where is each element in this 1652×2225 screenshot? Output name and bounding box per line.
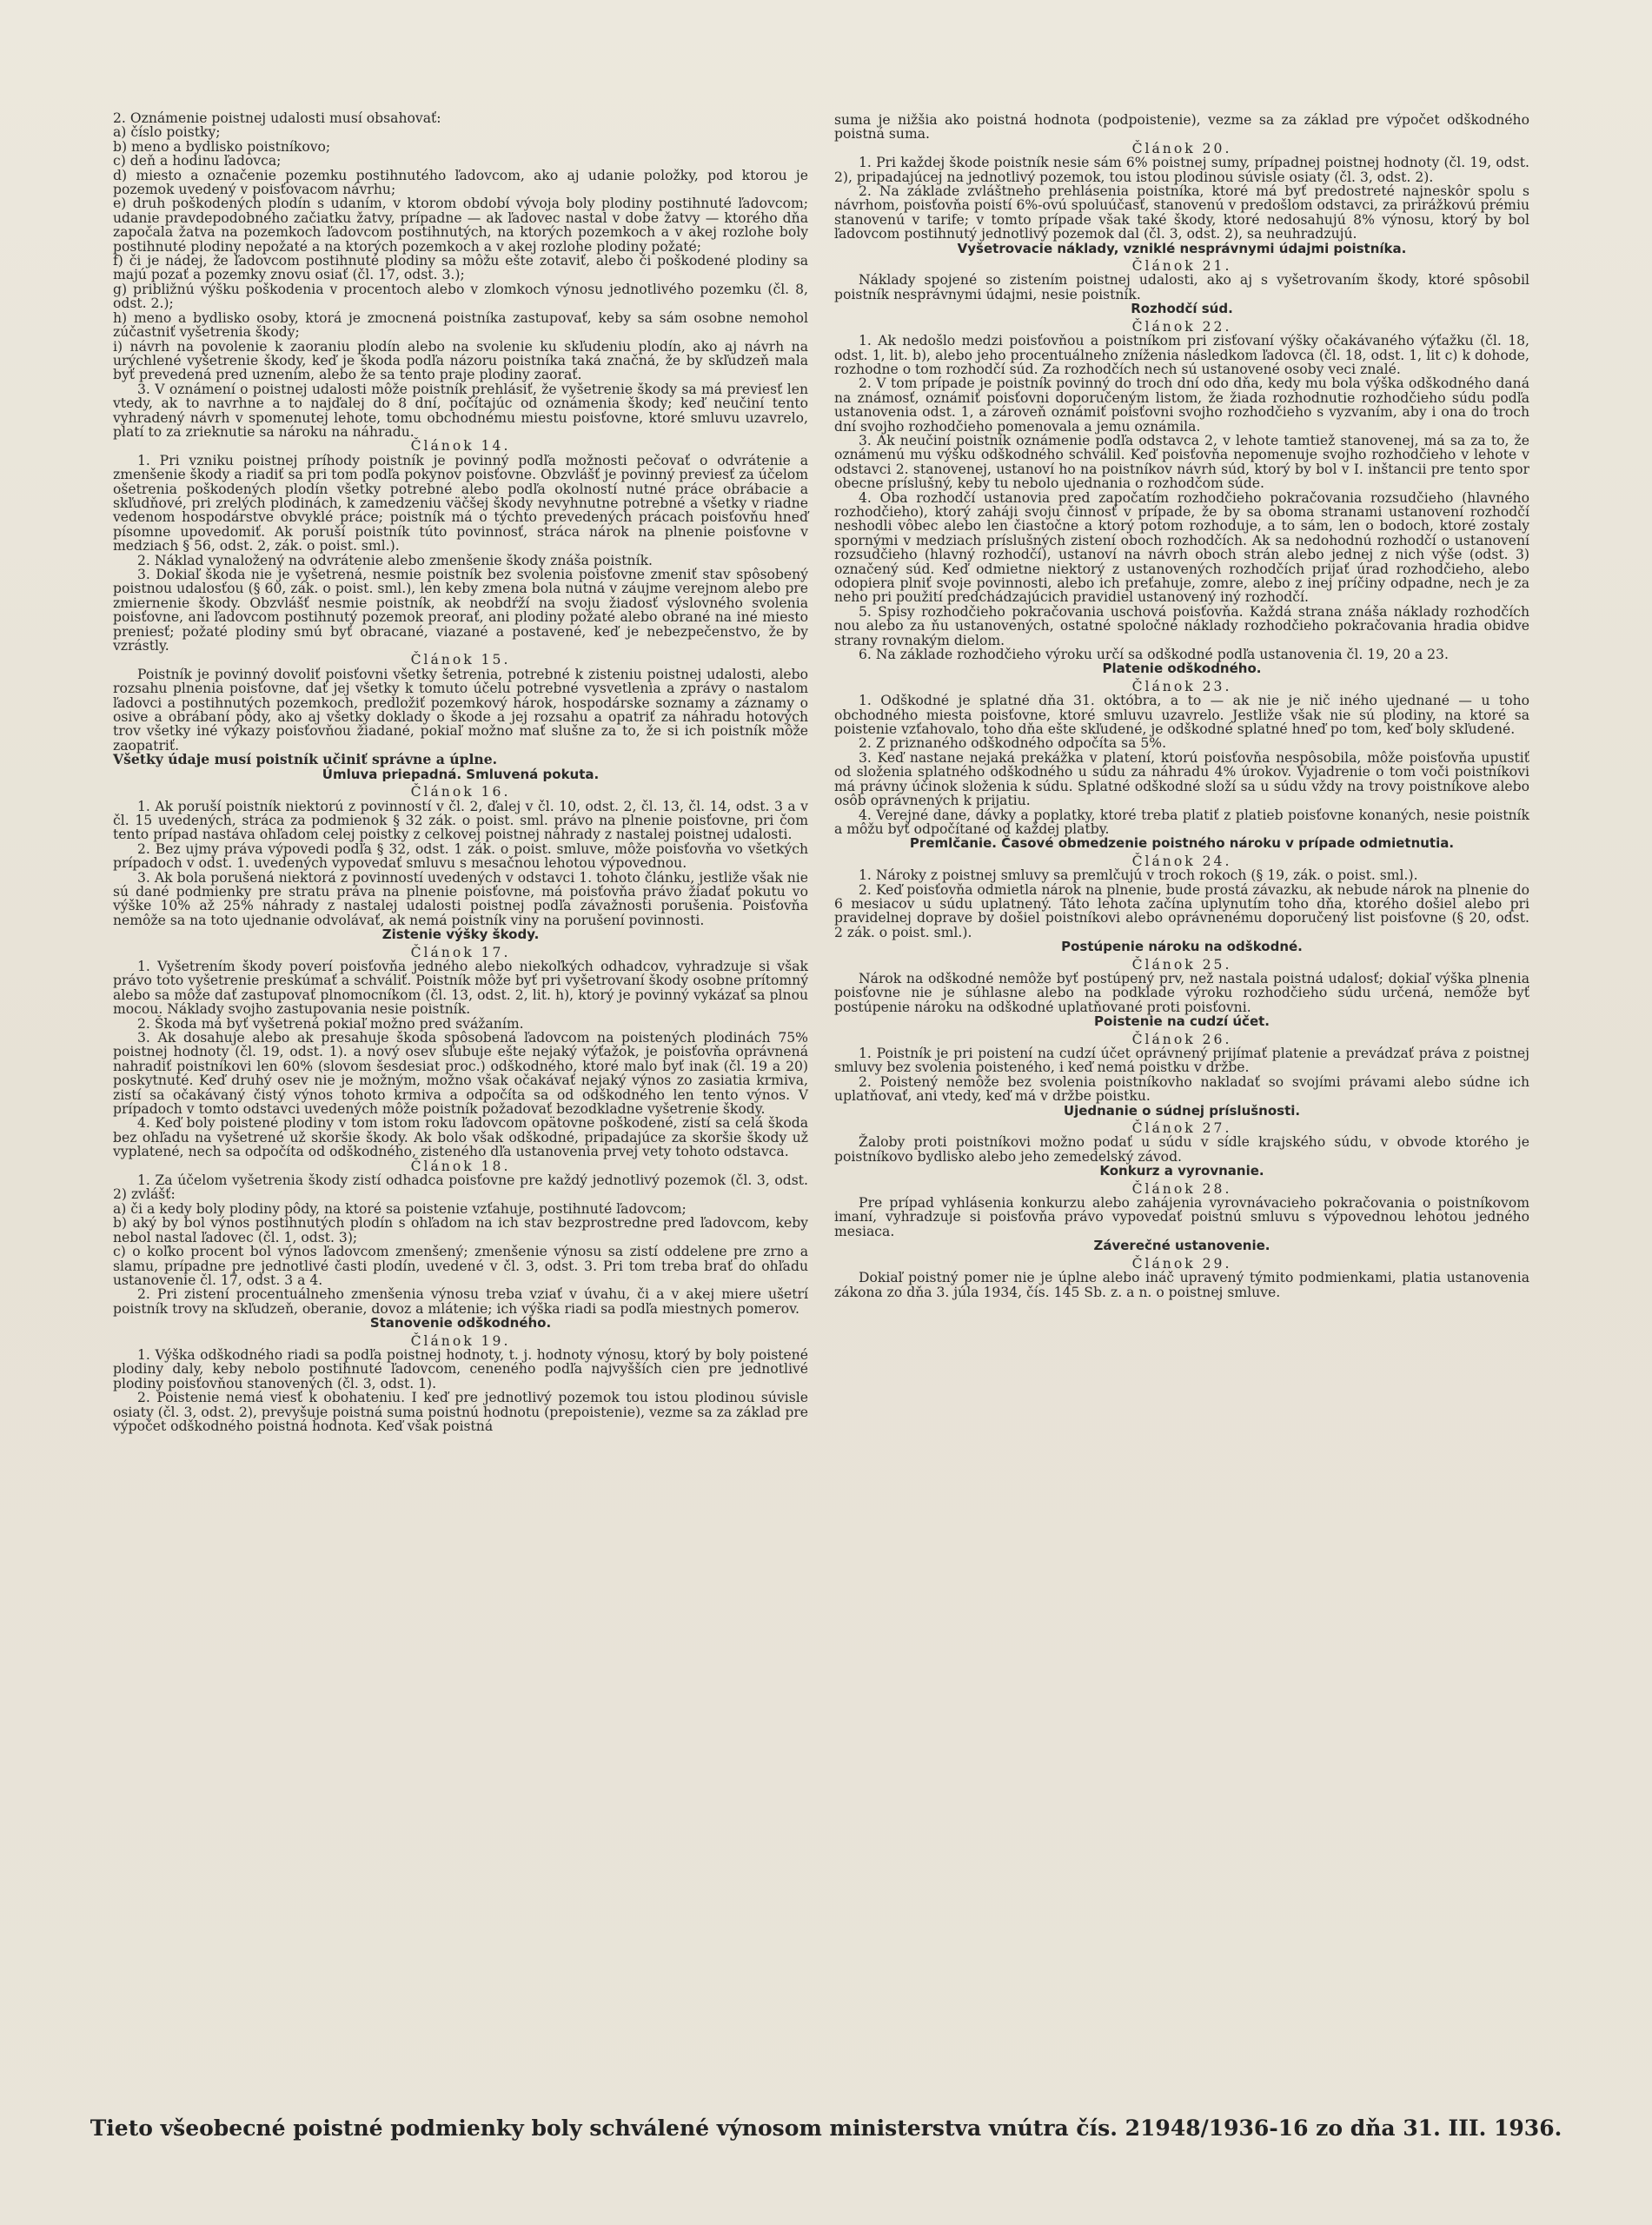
list-item: c) deň a hodinu ľadovca; bbox=[113, 153, 282, 169]
paragraph: 4. Keď boly poistené plodiny v tom istom roku ľadovcom opätovne poškodené, zistí sa celá škoda bez ohľadu na vyšetrené už skoršie škody. Ak bolo však odškodné, pripadajúce za skoršie škody už vyplatené, nech sa odpočíta od odškodného, zisteného dľa ustanovenia prvej vety tohoto odstavca. bbox=[113, 1115, 808, 1160]
list-item: a) či a kedy boly plodiny pôdy, na ktoré sa poistenie vzťahuje, postihnuté ľadovcom; bbox=[113, 1200, 687, 1217]
article-title: Článok 23. bbox=[1131, 678, 1232, 694]
article-title: Článok 19. bbox=[410, 1332, 511, 1349]
paragraph: 1. Výška odškodného riadi sa podľa poistnej hodnoty, t. j. hodnoty výnosu, ktorý by boly poistené plodiny daly, keby nebolo postihnuté ľadovcom, ceneného podľa najvyšších cien pre jednotlivé plodiny poisťovňou stanovených (čl. 3, odst. 1). bbox=[113, 1346, 808, 1391]
paragraph: 2. Náklad vynaložený na odvrátenie alebo zmenšenie škody znáša poistník. bbox=[137, 552, 653, 568]
article-title: Článok 29. bbox=[1131, 1255, 1232, 1272]
paragraph: 1. Pri vzniku poistnej príhody poistník je povinný podľa možnosti pečovať o odvrátenie a zmenšenie škody a riadiť sa pri tom podľa pokynov poisťovne. Obzvlášť je povinný previesť za účelom ošetrenia poškodených plodín všetky potrebné alebo podľa okolností nutné práce obrábacie a skľudňové, pri zrelých plodinách, k zamedzeniu väčšej škody nevyhnutne potrebné a všetky v riadne vedenom hospodárstve obvyklé práce; poistník má o týchto prevedených prácach poisťovňu hneď písomne upovedomiť. Ak poruší poistník túto povinnosť, stráca nárok na plnenie poisťovne v medziach § 56, odst. 2, zák. o poist. sml.). bbox=[113, 452, 808, 555]
paragraph: 3. V oznámení o poistnej udalosti môže poistník prehlásiť, že vyšetrenie škody sa má previesť len vtedy, ak to navrhne a to najďalej do 8 dní, počítajúc od oznámenia škody; keď neučiní tento vyhradený návrh v spomenutej lehote, tomu obchodnému miestu poisťovne, ktoré smluvu uzavrelo, platí to za zrieknutie sa nároku na náhradu. bbox=[113, 381, 808, 440]
section-heading: Úmluva priepadná. Smluvená pokuta. bbox=[322, 766, 600, 782]
article-title: Článok 22. bbox=[1131, 318, 1232, 335]
paragraph: 2. Keď poisťovňa odmietla nárok na plnenie, bude prostá závazku, ak nebude nárok na plnenie do 6 mesiacov u súdu uplatnený. Táto lehota začína uplynutím toho dňa, ktorého došiel alebo pri pravidelnej doprave by došiel poistníkovi alebo oprávnenému doporučený list poisťovne (§ 20, odst. 2 zák. o poist. sml.). bbox=[834, 881, 1529, 940]
section-heading: Postúpenie nároku na odškodné. bbox=[1061, 939, 1303, 955]
article-title: Článok 17. bbox=[410, 944, 511, 960]
paragraph: 2. Na základe zvláštneho prehlásenia poistníka, ktoré má byť predostreté najneskôr spolu s návrhom, poisťovňa poistí 6%-ovú spoluúčasť, stanovenú v predošlom odstavci, za prirážkovú prémiu stanovenú v tarife; v tomto prípade však také škody, ktoré nedosahujú 8% výnosu, ktorý by bol ľadovcom postihnutý jednotlivý pozemok dal (čl. 3, odst. 2), sa neuhradzujú. bbox=[834, 183, 1529, 242]
list-item: e) druh poškodených plodín s udaním, v ktorom období vývoja boly plodiny postihnuté ľadovcom; udanie pravdepodobného začiatku žatvy, prípadne — ak ľadovec nastal v dobe žatvy — ktorého dňa započala žatva na pozemkoch ľadovcom postihnutých, na ktorých pozemkoch a v akej rozlohe boly postihnuté plodiny nepožaté a na ktorých pozemkoch a v akej rozlohe plodiny požaté; bbox=[113, 196, 808, 255]
approval-footer: Tieto všeobecné poistné podmienky boly schválené výnosom ministerstva vnútra čís. 21948/1936-16 zo dňa 31. III. 1936. bbox=[90, 2115, 1562, 2141]
paragraph: 3. Ak bola porušená niektorá z povinností uvedených v odstavci 1. tohoto článku, jestliže však nie sú dané podmienky pre stratu práva na plnenie poisťovne, má poisťovňa právo žiadať pokutu vo výške 10% až 25% náhrady z nastalej udalosti poistnej podľa závažnosti porušenia. Poisťovňa nemôže sa na toto ujednanie odvolávať, ak nemá poistník viny na porušení povinnosti. bbox=[113, 869, 808, 928]
article-title: Článok 20. bbox=[1131, 140, 1232, 156]
list-item: c) o koľko procent bol výnos ľadovcom zmenšený; zmenšenie výnosu sa zistí oddelene pre zrno a slamu, prípadne pre jednotlivé časti plodín, uvedené v čl. 3, odst. 3. Pri tom treba brať do ohľadu ustanovenie čl. 17, odst. 3 a 4. bbox=[113, 1244, 808, 1288]
article-title: Článok 27. bbox=[1131, 1120, 1232, 1137]
article-title: Článok 16. bbox=[410, 784, 511, 800]
section-heading: Ujednanie o súdnej príslušnosti. bbox=[1063, 1102, 1301, 1119]
section-heading: Zistenie výšky škody. bbox=[381, 927, 540, 943]
article-title: Článok 18. bbox=[410, 1158, 511, 1174]
list-item: g) približnú výšku poškodenia v procentoch alebo v zlomkoch výnosu jednotlivého pozemku (čl. 8, odst. 2.); bbox=[113, 281, 808, 312]
paragraph: 4. Verejné dane, dávky a poplatky, ktoré treba platiť z platieb poisťovne konaných, nesie poistník a môžu byť odpočítané od každej platby. bbox=[834, 807, 1529, 837]
paragraph: 1. Za účelom vyšetrenia škody zistí odhadca poisťovne pre každý jednotlivý pozemok (čl. 3, odst. 2) zvlášť: bbox=[113, 1172, 808, 1203]
list-item: f) či je nádej, že ľadovcom postihnuté plodiny sa môžu ešte zotaviť, alebo či poškodené plodiny sa majú pozať a pozemky znovu osiať (čl. 17, odst. 3.); bbox=[113, 253, 808, 283]
section-heading: Platenie odškodného. bbox=[1102, 661, 1262, 677]
paragraph: Nárok na odškodné nemôže byť postúpený prv, než nastala poistná udalosť; dokiaľ výška plnenia poisťovne nie je súhlasne alebo na podklade výroku rozhodčieho súdu určená, nemôže byť postúpenie nároku na odškodné uplatňované proti poisťovni. bbox=[834, 970, 1529, 1015]
paragraph: 2. Z priznaného odškodného odpočíta sa 5%. bbox=[859, 735, 1167, 752]
paragraph: 2. Oznámenie poistnej udalosti musí obsahovať: bbox=[113, 110, 441, 126]
section-heading: Vyšetrovacie náklady, vzniklé nesprávnymi údajmi poistníka. bbox=[957, 240, 1407, 256]
list-item: a) číslo poistky; bbox=[113, 124, 221, 141]
paragraph: Dokiaľ poistný pomer nie je úplne alebo ináč upravený týmito podmienkami, platia ustanovenia zákona zo dňa 3. júla 1934, čís. 145 Sb. z. a n. o poistnej smluve. bbox=[834, 1270, 1529, 1300]
list-item: i) návrh na povolenie k zaoraniu plodín alebo na svolenie ku skľudeniu plodín, ako aj návrh na urýchlené vyšetrenie škody, keď je škoda podľa názoru poistníka taká značná, že by skľudzeň mala byť prevedená pred uznením, alebo že sa tento praje plodiny zaorať. bbox=[113, 338, 808, 383]
paragraph: 5. Spisy rozhodčieho pokračovania uschová poisťovňa. Každá strana znáša náklady rozhodčích nou alebo za ňu ustanovených, ostatné spoločné náklady rozhodčieho pokračovania hradia obidve strany rovnakým dielom. bbox=[834, 603, 1529, 648]
section-heading: Konkurz a vyrovnanie. bbox=[1099, 1163, 1264, 1179]
list-item: d) miesto a označenie pozemku postihnutého ľadovcom, ako aj udanie položky, pod ktorou je pozemok uvedený v poisťovacom návrhu; bbox=[113, 167, 808, 198]
article-title: Článok 21. bbox=[1131, 258, 1232, 275]
left-column bbox=[113, 111, 808, 1433]
article-title: Článok 14. bbox=[410, 438, 511, 455]
paragraph: 1. Nároky z poistnej smluvy sa premlčujú v troch rokoch (§ 19, zák. o poist. sml.). bbox=[859, 867, 1418, 884]
paragraph: Náklady spojené so zistením poistnej udalosti, ako aj s vyšetrovaním škody, ktoré spôsobil poistník nesprávnymi údajmi, nesie poistník. bbox=[834, 272, 1529, 302]
paragraph: 1. Vyšetrením škody poverí poisťovňa jedného alebo niekoľkých odhadcov, vyhradzuje si však právo toto vyšetrenie preskúmať a schváliť. Poistník môže byť pri vyšetrovaní škody osobne prítomný alebo sa môže dať zastupovať plnomocníkom (čl. 13, odst. 2, lit. h), ktorý je povinný vykázať sa plnou mocou. Náklady svojho zastupovania nesie poistník. bbox=[113, 958, 808, 1018]
article-title: Článok 26. bbox=[1131, 1031, 1232, 1047]
paragraph: suma je nižšia ako poistná hodnota (podpoistenie), vezme sa za základ pre výpočet odškodného poistná suma. bbox=[834, 112, 1529, 143]
paragraph: 1. Ak poruší poistník niektorú z povinností v čl. 2, ďalej v čl. 10, odst. 2, čl. 13, čl. 14, odst. 3 a v čl. 15 uvedených, stráca za podmienok § 32 zák. o poist. sml. právo na plnenie poisťovne, pri čom tento prípad nastáva ohľadom celej poistky z celkovej poistnej náhrady z nastalej poistnej udalosti. bbox=[113, 798, 808, 843]
article-title: Článok 28. bbox=[1131, 1180, 1232, 1197]
paragraph: 2. Poistenie nemá viesť k obohateniu. I keď pre jednotlivý pozemok tou istou plodinou súvisle osiaty (čl. 3, odst. 2), prevyšuje poistná suma poistnú hodnotu (prepoistenie), vezme sa za základ pre výpočet odškodného poistná hodnota. Keď však poistná bbox=[113, 1390, 808, 1434]
paragraph: 2. Poistený nemôže bez svolenia poistníkovho nakladať so svojími právami alebo súdne ich uplatňovať, ani vtedy, keď má v držbe poistku. bbox=[834, 1073, 1529, 1105]
list-item: b) aký by bol výnos postihnutých plodín s ohľadom na ich stav bezprostredne pred ľadovcom, keby nebol nastal ľadovec (čl. 1, odst. 3); bbox=[113, 1215, 808, 1245]
section-heading: Rozhodčí súd. bbox=[1131, 301, 1233, 317]
article-title: Článok 25. bbox=[1131, 956, 1232, 973]
paragraph: 2. Pri zistení procentuálneho zmenšenia výnosu treba vziať v úvahu, či a v akej miere ušetrí poistník trovy na skľudzeň, oberanie, dovoz a mlátenie; ich výška riadi sa podľa miestnych pomerov. bbox=[113, 1286, 808, 1317]
paragraph: 1. Pri každej škode poistník nesie sám 6% poistnej sumy, prípadnej poistnej hodnoty (čl. 19, odst. 2), pripadajúcej na jednotlivý pozemok, tou istou plodinou súvisle osiaty (čl. 3, odst. 2). bbox=[834, 155, 1529, 185]
paragraph: 2. Bez ujmy práva výpovedi podľa § 32, odst. 1 zák. o poist. smluve, môže poisťovňa vo všetkých prípadoch v odst. 1. uvedených vypovedať smluvu s mesačnou lehotou výpovednou. bbox=[113, 840, 808, 872]
paragraph: Poistník je povinný dovoliť poisťovni všetky šetrenia, potrebné k zisteniu poistnej udalosti, alebo rozsahu plnenia poisťovne, dať jej všetky k tomuto účelu potrebné vysvetlenia a zprávy o nastalom ľadovci a postihnutých pozemkoch, predložiť pozemkový hárok, hospodárske soznamy a záznamy o osive a obrábaní pôdy, ako aj všetky doklady o škode a jej rozsahu a opatriť za náhradu hotových trov všetky iné výkazy poisťovňou žiadané, pokiaľ možno mať slušne za to, že si ich poistník môže zaopatriť. bbox=[113, 666, 808, 754]
paragraph: 3. Ak neučiní poistník oznámenie podľa odstavca 2, v lehote tamtiež stanovenej, má sa za to, že oznámenú mu výšku odškodného schválil. Keď poisťovňa nepomenuje svojho rozhodčieho v lehote v odstavci 2. stanovenej, ustanoví ho na poistníkov návrh súd, ktorý by bol v I. inštancii pre tento spor obecne príslušný, keby tu nebolo ujednania o rozhodčom súde. bbox=[834, 432, 1529, 492]
article-title: Článok 15. bbox=[410, 652, 511, 668]
paragraph: 3. Keď nastane nejaká prekážka v platení, ktorú poisťovňa nespôsobila, môže poisťovňa upustiť od složenia splatného odškodného u súdu za náhradu 4% úrokov. Vyjadrenie o tom voči poistníkovi má právny účinok složenia k súdu. Splatné odškodné složí sa u súdu vždy na trovy poistníkove alebo osôb oprávnených k prijatiu. bbox=[834, 749, 1529, 809]
bold-paragraph: Všetky údaje musí poistník učiniť správne a úplne. bbox=[113, 751, 498, 768]
paragraph: 1. Odškodné je splatné dňa 31. októbra, a to — ak nie je nič iného ujednané — u toho obchodného miesta poisťovne, ktoré smluvu uzavrelo. Jestliže však nie sú plodiny, na ktoré sa poistenie vzťahovalo, toho dňa ešte skľudené, je odškodné splatné hneď po tom, keď boly skľudené. bbox=[834, 693, 1529, 738]
paragraph: 4. Oba rozhodčí ustanovia pred započatím rozhodčieho pokračovania rozsudčieho (hlavného rozhodčieho), ktorý zaháji svoju činnosť v prípade, že by sa oboma stranami ustanovení rozhodčí neshodli vôbec alebo len čiastočne a ktorý potom rozhoduje, a to sám, len o bodoch, ktoré zostaly spornými v medziach príslušných zistení oboch rozhodčích. Ak sa nedohodnú rozhodčí o ustanovení rozsudčieho (hlavný rozhodčí), ustanoví na návrh oboch strán alebo jednej z nich výše (odst. 3) označený súd. Keď odmietne niektorý z ustanovených rozhodčích prijať úrad rozhodčieho, alebo odopiera plniť svoje povinnosti, alebo ich preťahuje, zomre, alebo z inej príčiny odpadne, nech je za neho pri použití predchádzajúcich pravidiel ustanovený iný rozhodčí. bbox=[834, 489, 1529, 606]
list-item: b) meno a bydlisko poistníkovo; bbox=[113, 138, 331, 155]
section-heading: Záverečné ustanovenie. bbox=[1093, 1238, 1271, 1254]
right-column bbox=[834, 113, 1529, 1299]
section-heading: Premlčanie. Časové obmedzenie poistného nároku v prípade odmietnutia. bbox=[909, 835, 1455, 852]
paragraph: 1. Ak nedošlo medzi poisťovňou a poistníkom pri zisťovaní výšky očakávaného výťažku (čl. 18, odst. 1, lit. b), alebo jeho procentuálneho zníženia následkom ľadovca (čl. 18, odst. 1, lit c) k dohode, rozhodne o tom rozhodčí súd. Za rozhodčích nech sú ustanovené osoby veci znalé. bbox=[834, 333, 1529, 377]
paragraph: 6. Na základe rozhodčieho výroku určí sa odškodné podľa ustanovenia čl. 19, 20 a 23. bbox=[859, 647, 1449, 663]
paragraph: 3. Dokiaľ škoda nie je vyšetrená, nesmie poistník bez svolenia poisťovne zmeniť stav spôsobený poistnou udalosťou (§ 60, zák. o poist. sml.), len keby zmena bola nutná v záujme verejnom alebo pre zmiernenie škody. Obzvlášť nesmie poistník, ak neobdŕží na svoju žiadosť výslovného svolenia poisťovne, ani ľadovcom postihnutý pozemok preorať, ani plodiny požaté alebo obrané na iné miesto preniesť; požaté plodiny smú byť obracané, viazané a postavené, keď je nebezpečenstvo, že by vzrástly. bbox=[113, 567, 808, 654]
paragraph: 2. Škoda má byť vyšetrená pokiaľ možno pred svážaním. bbox=[137, 1015, 524, 1032]
paragraph: Žaloby proti poistníkovi možno podať u súdu v sídle krajského súdu, v obvode ktorého je poistníkovo bydlisko alebo jeho zemedelský závod. bbox=[834, 1134, 1529, 1165]
paragraph: 3. Ak dosahuje alebo ak presahuje škoda spôsobená ľadovcom na poistených plodinách 75% poistnej hodnoty (čl. 19, odst. 1). a nový osev sľubuje ešte nejaký výťažok, je poisťovňa oprávnená nahradiť poistníkovi len 60% (slovom šesdesiat proc.) odškodného, ktoré malo byť inak (čl. 19 a 20) poskytnuté. Keď druhý osev nie je možným, možno však očakávať nejaký výnos zo zasiatia krmiva, zistí sa očakávaný čistý výnos tohoto krmiva a odpočíta sa od odškodného len tento výnos. V prípadoch v tomto odstavci uvedených môže poistník požadovať bezodkladne vyšetrenie škody. bbox=[113, 1030, 808, 1118]
section-heading: Poistenie na cudzí účet. bbox=[1094, 1013, 1270, 1030]
section-heading: Stanovenie odškodného. bbox=[369, 1315, 552, 1332]
paragraph: Pre prípad vyhlásenia konkurzu alebo zahájenia vyrovnávacieho pokračovania o poistníkovom imaní, vyhradzuje si poisťovňa právo vypovedať poistnú smluvu s výpovednou lehotou jedného mesiaca. bbox=[834, 1195, 1529, 1239]
list-item: h) meno a bydlisko osoby, ktorá je zmocnená poistníka zastupovať, keby sa sám osobne nemohol zúčastniť vyšetrenia škody; bbox=[113, 309, 808, 341]
paragraph: 1. Poistník je pri poistení na cudzí účet oprávnený prijímať platenie a prevádzať práva z poistnej smluvy bez svolenia poisteného, i keď nemá poistku v držbe. bbox=[834, 1046, 1529, 1076]
article-title: Článok 24. bbox=[1131, 853, 1232, 869]
paragraph: 2. V tom prípade je poistník povinný do troch dní odo dňa, kedy mu bola výška odškodného daná na známosť, oznámiť poisťovni doporučeným listom, že žiada rozhodnutie rozhodčieho súdu podľa ustanovenia odst. 1, a zároveň oznámiť poisťovni svojho rozhodčieho s vyzvaním, aby i ona do troch dní svojho rozhodčieho pomenovala a jemu oznámila. bbox=[834, 375, 1529, 435]
